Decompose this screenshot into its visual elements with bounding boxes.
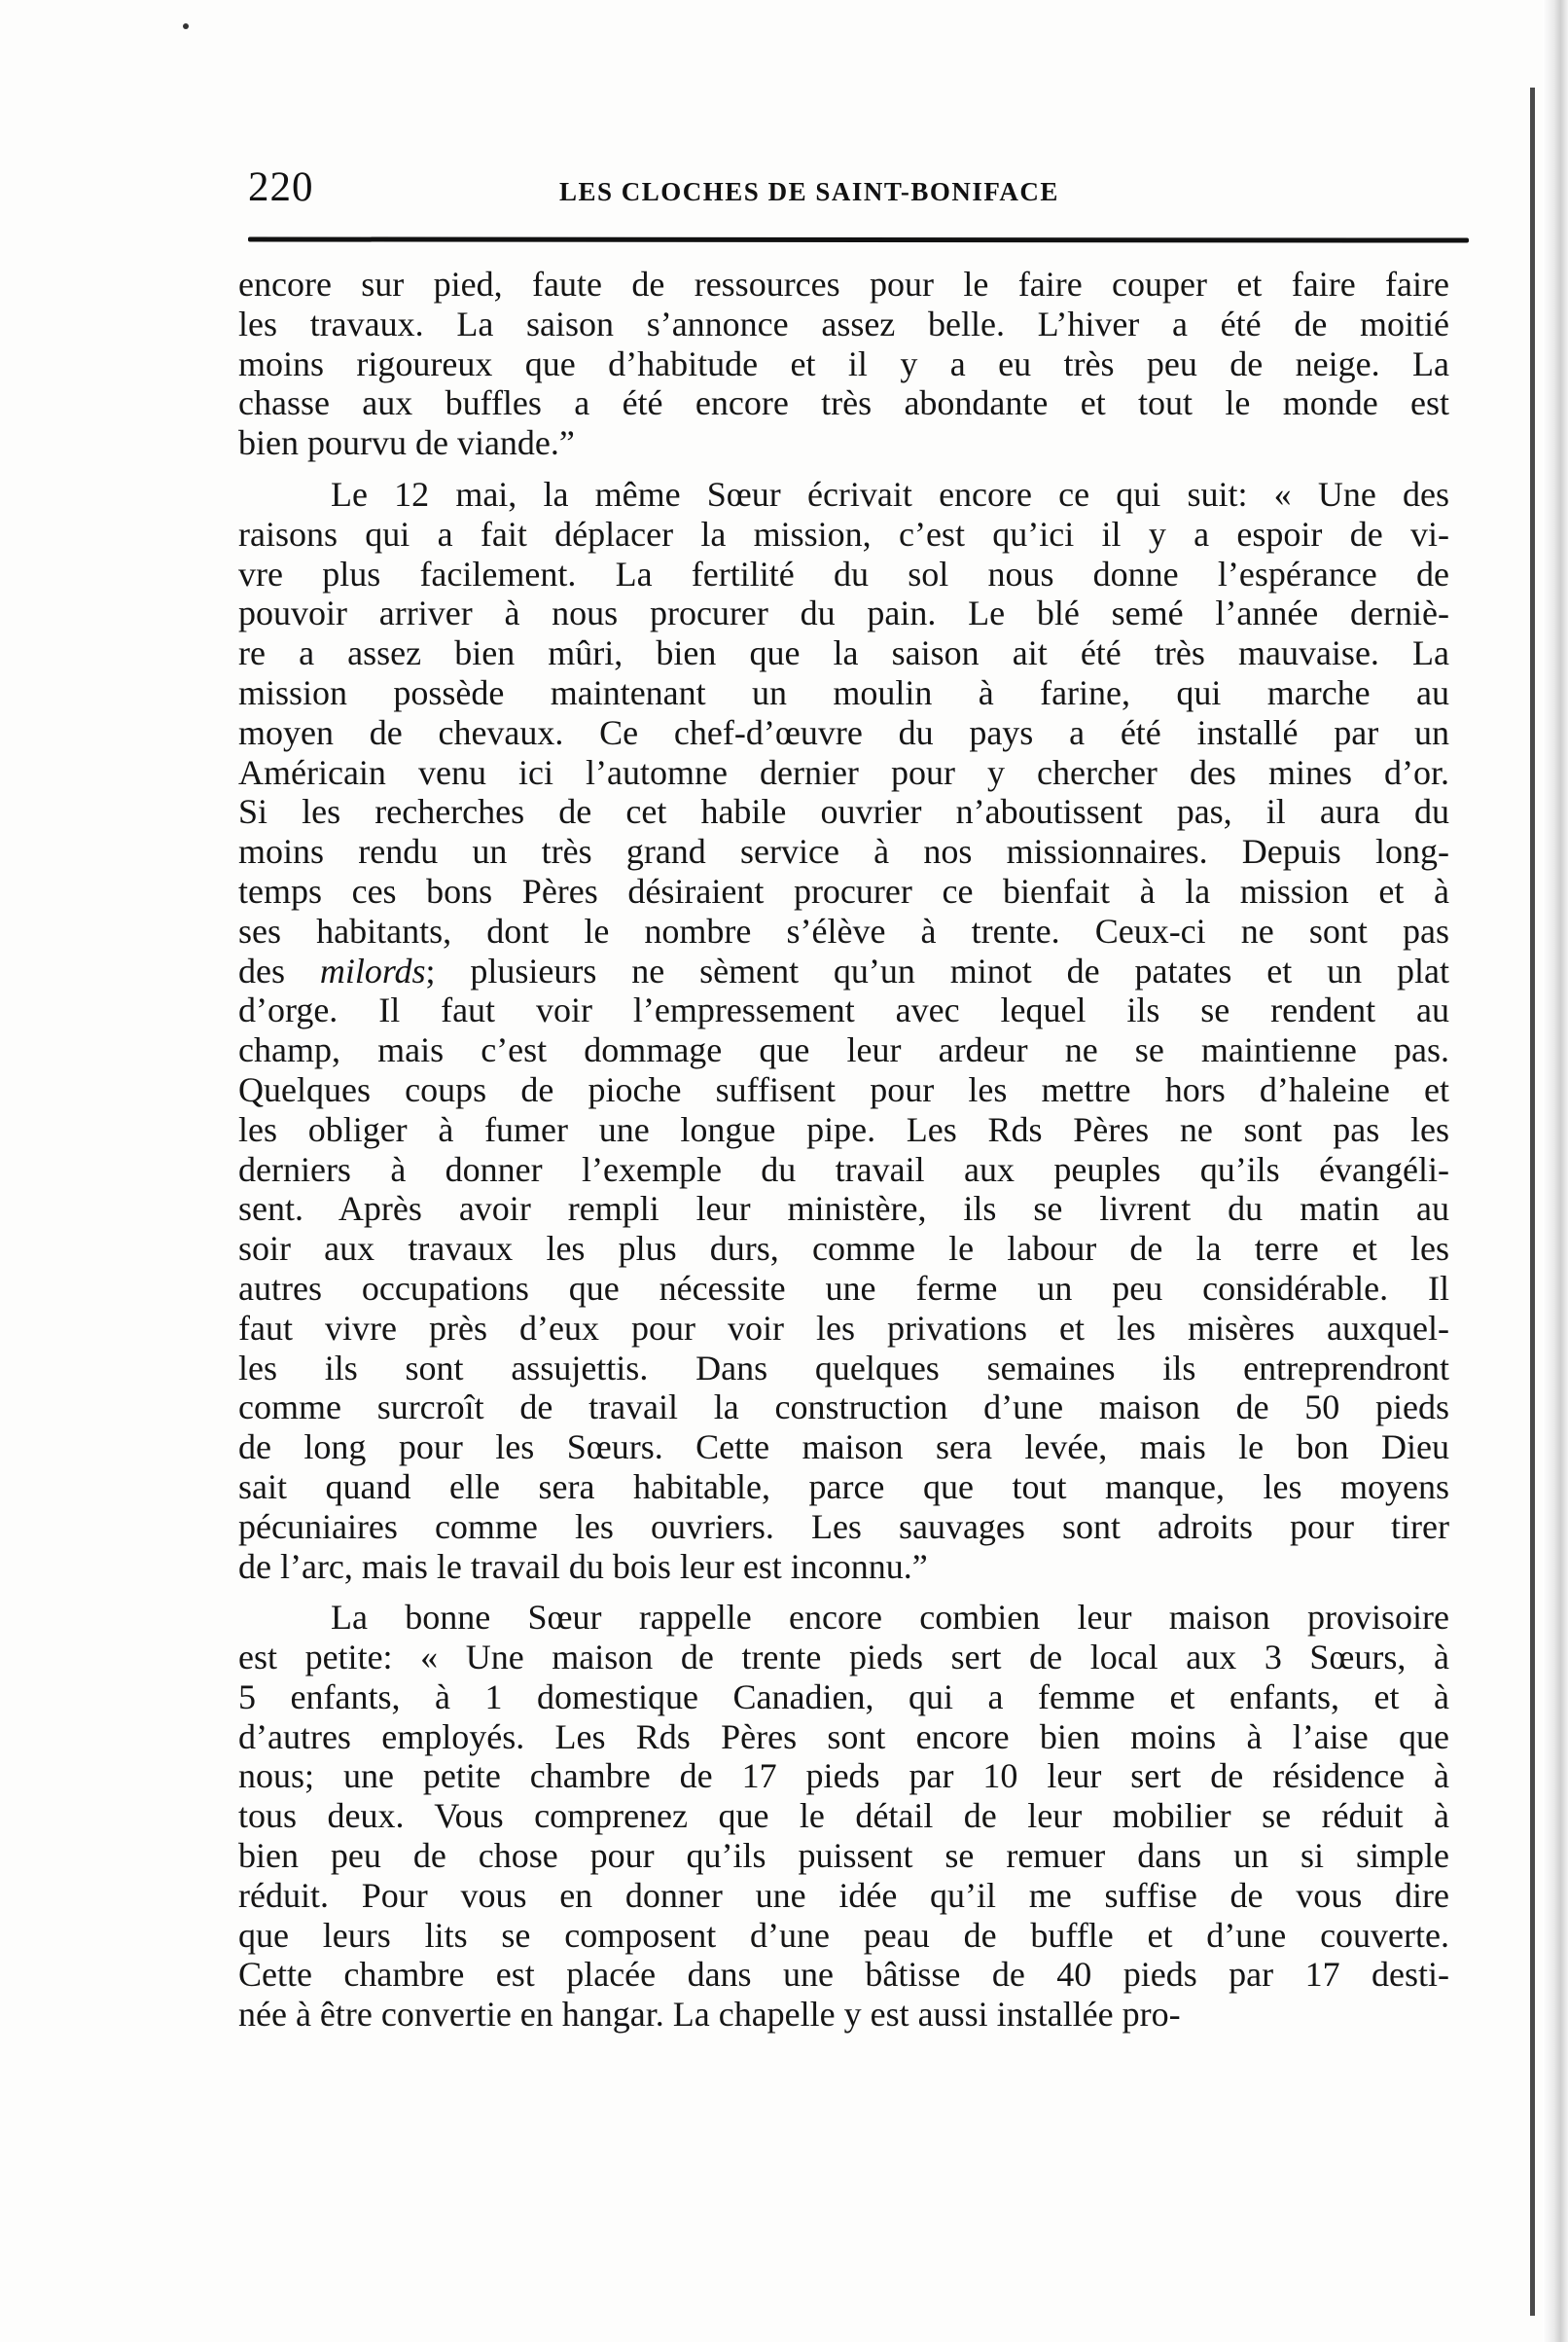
paragraph-gap (238, 463, 1449, 475)
text-line: est petite: « Une maison de trente pieds sert de local aux 3 Sœurs, à (238, 1638, 1449, 1677)
text-line: moins rendu un très grand service à nos missionnaires. Depuis long- (238, 832, 1449, 872)
text-line: les travaux. La saison s’annonce assez belle. L’hiver a été de moitié (238, 304, 1449, 343)
text-line: de long pour les Sœurs. Cette maison sera levée, mais le bon Dieu (238, 1427, 1449, 1467)
text-line: raisons qui a fait déplacer la mission, c’est qu’ici il y a espoir de vi- (238, 514, 1449, 554)
text-line: ses habitants, dont le nombre s’élève à trente. Ceux-ci ne sont pas (238, 911, 1449, 951)
text-line: tous deux. Vous comprenez que le détail de leur mobilier se réduit à (238, 1796, 1449, 1836)
text-line: soir aux travaux les plus durs, comme le labour de la terre et les (238, 1229, 1449, 1269)
text-line: Le 12 mai, la même Sœur écrivait encore ce qui suit: « Une des (331, 474, 1449, 514)
page-number: 220 (248, 164, 314, 210)
text-line: temps ces bons Pères désiraient procurer ce bienfait à la mission et à (238, 871, 1449, 911)
body-text (238, 265, 1449, 2035)
text-line: encore sur pied, faute de ressources pour le faire couper et faire faire (238, 265, 1449, 304)
text-line: 5 enfants, à 1 domestique Canadien, qui a femme et enfants, et à (238, 1676, 1449, 1716)
text-line: d’orge. Il faut voir l’empressement avec lequel ils se rendent au (238, 991, 1449, 1030)
text-line: faut vivre près d’eux pour voir les privations et les misères auxquel- (238, 1308, 1449, 1348)
text-line: La bonne Sœur rappelle encore combien leur maison provisoire (331, 1598, 1449, 1638)
text-line: née à être convertie en hangar. La chapelle y est aussi installée pro- (238, 1995, 1181, 2035)
paragraph-gap (238, 1586, 1449, 1598)
text-line: sent. Après avoir rempli leur ministère, ils se livrent du matin au (238, 1189, 1449, 1229)
text-line: Quelques coups de pioche suffisent pour les mettre hors d’haleine et (238, 1069, 1449, 1109)
text-line: Cette chambre est placée dans une bâtisse de 40 pieds par 17 desti- (238, 1955, 1449, 1995)
text-line: moyen de chevaux. Ce chef-d’œuvre du pays a été installé par un (238, 712, 1449, 752)
text-line: sait quand elle sera habitable, parce que tout manque, les moyens (238, 1466, 1449, 1506)
paragraph (238, 265, 1449, 463)
text-line: de l’arc, mais le travail du bois leur est inconnu.” (238, 1546, 928, 1586)
text-line: re a assez bien mûri, bien que la saison ait été très mauvaise. La (238, 633, 1449, 673)
text-line: moins rigoureux que d’habitude et il y a eu très peu de neige. La (238, 343, 1449, 383)
text-line: champ, mais c’est dommage que leur ardeur ne se maintienne pas. (238, 1030, 1449, 1070)
text-line: pécuniaires comme les ouvriers. Les sauvages sont adroits pour tirer (238, 1506, 1449, 1546)
text-line: d’autres employés. Les Rds Pères sont encore bien moins à l’aise que (238, 1716, 1449, 1756)
text-line: les ils sont assujettis. Dans quelques semaines ils entreprendront (238, 1348, 1449, 1387)
header-rule (248, 236, 1469, 242)
text-line: bien peu de chose pour qu’ils puissent se remuer dans un si simple (238, 1836, 1449, 1876)
running-title: LES CLOCHES DE SAINT-BONIFACE (559, 177, 1059, 206)
text-line: que leurs lits se composent d’une peau de buffle et d’une couverte. (238, 1915, 1449, 1955)
text-line: autres occupations que nécessite une ferme un peu considérable. Il (238, 1268, 1449, 1308)
text-line: comme surcroît de travail la construction d’une maison de 50 pieds (238, 1387, 1449, 1427)
italic-word: milords (319, 951, 426, 991)
page-header (248, 163, 1474, 232)
text-line: derniers à donner l’exemple du travail aux peuples qu’ils évangéli- (238, 1149, 1449, 1189)
page-edge-shadow (1543, 0, 1568, 2342)
text-line: réduit. Pour vous en donner une idée qu’il me suffise de vous dire (238, 1875, 1449, 1915)
text-line: bien pourvu de viande.” (238, 423, 575, 463)
paragraph (238, 475, 1449, 1586)
paragraph (238, 1598, 1449, 2035)
text-line: vre plus facilement. La fertilité du sol nous donne l’espérance de (238, 554, 1449, 594)
text-line: pouvoir arriver à nous procurer du pain. Le blé semé l’année derniè- (238, 594, 1449, 633)
scan-speck (183, 23, 189, 29)
text-line: nous; une petite chambre de 17 pieds par 10 leur sert de résidence à (238, 1756, 1449, 1796)
text-line: chasse aux buffles a été encore très abondante et tout le monde est (238, 383, 1449, 423)
text-line: Si les recherches de cet habile ouvrier n’aboutissent pas, il aura du (238, 792, 1449, 832)
text-line: mission possède maintenant un moulin à farine, qui marche au (238, 672, 1449, 712)
binding-edge-line (1530, 88, 1535, 2316)
text-line: des milords; plusieurs ne sèment qu’un minot de patates et un plat (238, 951, 1449, 991)
text-line: les obliger à fumer une longue pipe. Les Rds Pères ne sont pas les (238, 1109, 1449, 1149)
text-line: Américain venu ici l’automne dernier pour y chercher des mines d’or. (238, 752, 1449, 792)
